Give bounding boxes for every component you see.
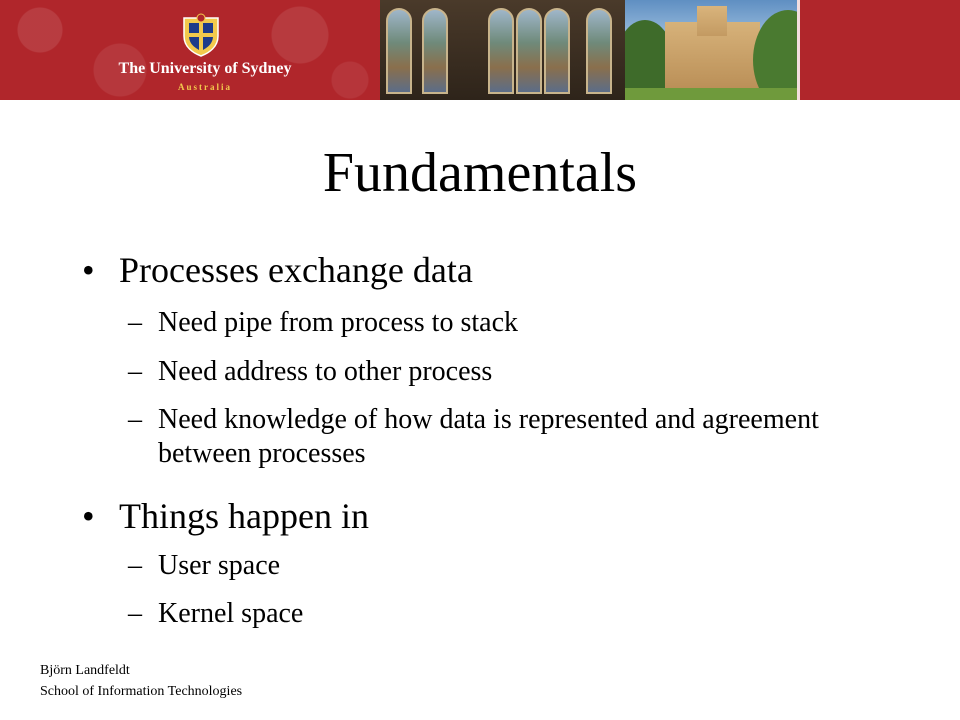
dash-marker: – [128,598,142,629]
quadrangle-photo [625,0,797,100]
sub-bullet-text: Need address to other process [158,356,493,387]
footer-affiliation: School of Information Technologies [40,684,243,699]
bullet-marker: • [82,250,95,290]
dash-marker: – [128,307,142,338]
bullet-marker: • [82,496,95,536]
bullet-text: Things happen in [119,496,369,536]
header-banner [0,0,960,100]
slide-title: Fundamentals [322,142,638,204]
banner-divider [797,0,800,100]
university-crest-icon [178,12,224,58]
sub-bullet-text: User space [158,550,281,581]
dash-marker: – [128,356,142,387]
university-name: The University of Sydney [118,60,292,77]
dash-marker: – [128,404,142,435]
dash-marker: – [128,550,142,581]
university-country: Australia [178,82,232,92]
slide-footer [40,660,242,702]
footer-author: Björn Landfeldt [40,663,130,678]
stained-glass-photo [380,0,625,100]
bullet-text: Processes exchange data [119,250,473,290]
sub-bullet-text: Need pipe from process to stack [158,307,518,338]
sub-bullet-text: Kernel space [158,598,304,629]
sub-bullet-text: Need knowledge of how data is represented and agreement between processes [158,404,819,469]
